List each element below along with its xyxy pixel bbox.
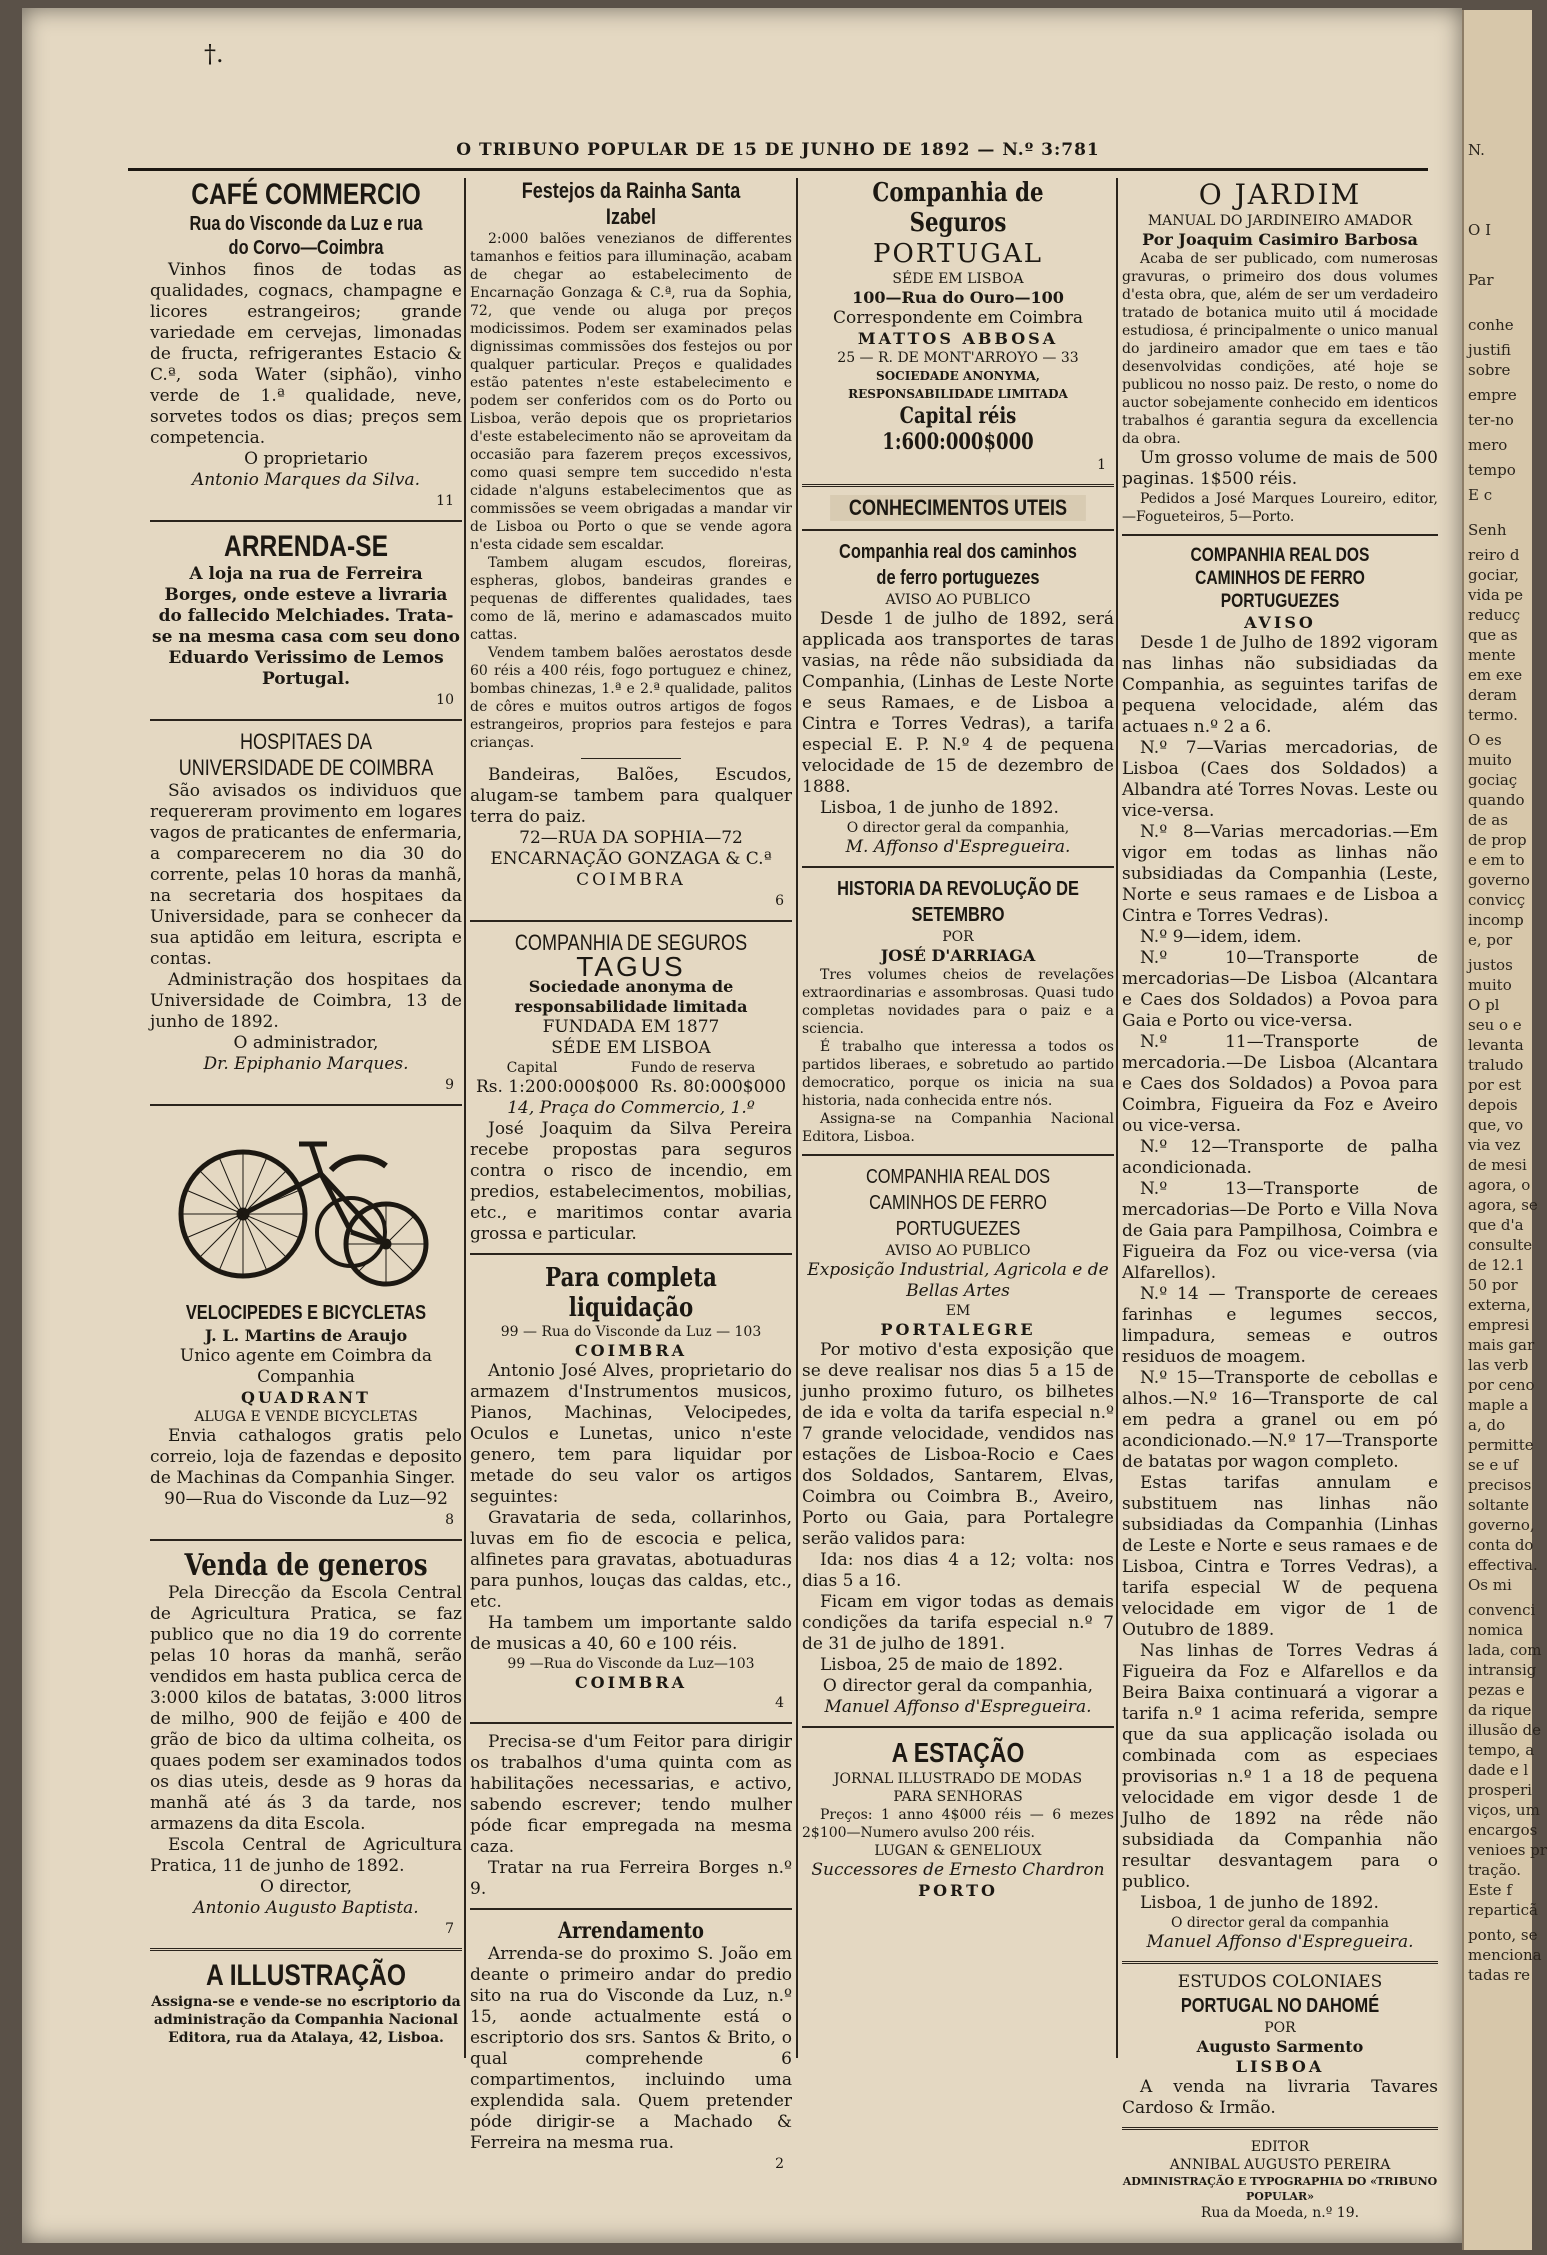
next-page-fragment: da rique xyxy=(1468,1701,1532,1719)
ad-title: CAFÉ COMMERCIO xyxy=(191,178,421,211)
ad-title: Companhia de Seguros xyxy=(872,178,1044,238)
next-page-fragment: de mesi xyxy=(1468,1156,1527,1174)
administration: ADMINISTRAÇÃO E TYPOGRAPHIA DO «TRIBUNO POPULAR» xyxy=(1122,2175,1438,2203)
notice-body: Lisboa, 1 de junho de 1892. xyxy=(1140,1893,1379,1913)
ad-liquidacao xyxy=(470,1263,792,1714)
ad-body: Tambem alugam escudos, floreiras, espheras, globos, bandeiras grandes e pequenas de differentes qualidades, taes como de lã, merino e adamascados muito cattas. xyxy=(470,555,792,643)
notice-body: Ida: nos dias 4 a 12; volta: nos dias 5 a 16. xyxy=(802,1550,1114,1591)
ad-address: 90—Rua do Visconde da Luz—92 xyxy=(164,1489,448,1509)
divider xyxy=(1122,534,1438,536)
ad-number: 10 xyxy=(436,692,454,708)
next-page-fragment: mero xyxy=(1468,436,1508,454)
next-page-fragment: Este f xyxy=(1468,1881,1512,1899)
divider xyxy=(150,719,462,721)
ad-body: Ha tambem um importante saldo de musicas a 40, 60 e 100 réis. xyxy=(470,1613,792,1654)
next-page-fragment: governo, xyxy=(1468,1516,1535,1534)
next-page-fragment: termo. xyxy=(1468,706,1518,724)
ad-title: HOSPITAES DA UNIVERSIDADE DE COIMBRA xyxy=(178,729,434,780)
ad-por: POR xyxy=(942,929,974,945)
next-page-fragment: agora, se xyxy=(1468,1196,1538,1214)
column-1 xyxy=(150,178,462,2068)
ad-name: TAGUS xyxy=(576,951,686,982)
ad-line: JORNAL ILLUSTRADO DE MODAS xyxy=(833,1771,1083,1787)
ad-city: COIMBRA xyxy=(574,1341,688,1360)
ad-body: A venda na livraria Tavares Cardoso & Irmão. xyxy=(1122,2077,1438,2118)
notice-body: Desde 1 de julho de 1892, será applicada aos transportes de taras vasias, na rêde não subsidiada da Companhia, (Linhas de Leste Norte e seus Ramaes, e de Lisboa a Cintra e Torres Vedras), a tarifa especial E. P. N.º 4 de pequena velocidade de 15 de dezembro de 1888. xyxy=(802,609,1114,797)
next-page-fragment: tadas re xyxy=(1468,1966,1531,1984)
ad-illustracao xyxy=(150,1959,462,2047)
next-page-fragment: governo xyxy=(1468,871,1530,889)
next-page-fragment: dade e l xyxy=(1468,1761,1529,1779)
ad-name: PORTUGAL xyxy=(873,239,1043,269)
ad-line: Correspondente em Coimbra xyxy=(832,308,1084,328)
ad-subtitle: Rua do Visconde da Luz e rua do Corvo—Coimbra xyxy=(189,213,423,259)
divider xyxy=(802,484,1114,487)
rule xyxy=(581,758,681,759)
next-page-fragment: consulte xyxy=(1468,1236,1533,1254)
masthead: O TRIBUNO POPULAR DE 15 DE JUNHO DE 1892 — N.º 3:781 xyxy=(128,140,1428,171)
ad-body: Bandeiras, Balões, Escudos, alugam-se tambem para qualquer terra do paiz. xyxy=(470,765,792,827)
next-page-fragment: depois xyxy=(1468,1096,1518,1114)
ad-address: 99 — Rua do Visconde da Luz — 103 xyxy=(500,1324,762,1340)
notice-signature-name: M. Affonso d'Espregueira. xyxy=(845,837,1071,857)
ad-historia-revolucao xyxy=(802,876,1114,1146)
next-page-fragment: O es xyxy=(1468,731,1502,749)
next-page-fragment: muito xyxy=(1468,976,1512,994)
capital-label: Capital xyxy=(506,1060,558,1076)
divider xyxy=(802,1726,1114,1728)
next-page-fragment: encargos xyxy=(1468,1821,1538,1839)
column-rule xyxy=(464,178,466,2058)
ad-address: 25 — R. DE MONT'ARROYO — 33 xyxy=(837,350,1079,366)
column-rule xyxy=(1116,178,1118,2058)
ad-venda-generos xyxy=(150,1549,462,1940)
ad-estudos-coloniaes xyxy=(1122,1972,1438,2119)
ad-address: 14, Praça do Commercio, 1.º xyxy=(507,1098,755,1118)
next-page-fragment: las verb xyxy=(1468,1356,1529,1374)
next-page-fragment: Senh xyxy=(1468,521,1507,539)
tariff-item: N.º 11—Transporte de mercadoria.—De Lisboa (Alcantara e Caes dos Soldados) a Povoa para Coimbra, Figueira da Foz e Aveiro ou vice-versa. xyxy=(1122,1032,1438,1136)
notice-body: Por motivo d'esta exposição que se deve realisar nos dias 5 a 15 de junho proximo futuro, os bilhetes de ida e volta da tarifa especial n.º 7 grande velocidade, vendidos nas estações de Lisboa-Rocio e Caes dos Soldados, Santarem, Elvas, Coimbra ou Coimbra B., Aveiro, Porto ou Gaia, para Portalegre serão validos para: xyxy=(802,1340,1114,1549)
editor-block xyxy=(1122,2138,1438,2222)
ad-address: 99 —Rua do Visconde da Luz—103 xyxy=(507,1656,755,1672)
notice-title: COMPANHIA REAL DOS CAMINHOS DE FERRO PORTUGUEZES xyxy=(865,1166,1051,1240)
ad-line: Sociedade anonyma de responsabilidade limitada xyxy=(514,977,748,1016)
notice-signature-role: O director geral da companhia xyxy=(1170,1915,1390,1931)
notice-subtitle: AVISO xyxy=(1244,613,1316,632)
next-page-fragment: incomp xyxy=(1468,911,1524,929)
next-page-fragment: viços, um xyxy=(1468,1801,1540,1819)
ad-line: 100—Rua do Ouro—100 xyxy=(852,288,1064,307)
next-page-fragment: venioes pr xyxy=(1468,1841,1547,1859)
divider xyxy=(150,1948,462,1951)
ad-body: É trabalho que interessa a todos os partidos liberaes, e sobretudo ao partido democratico, porque os inicia na sua historia, nada conhecida entre nós. xyxy=(802,1039,1114,1109)
next-page-fragment: effectiva. xyxy=(1468,1556,1538,1574)
ad-firm: LUGAN & GENELIOUX xyxy=(874,1843,1042,1859)
divider xyxy=(1122,1961,1438,1964)
next-page-fragment: ter-no xyxy=(1468,411,1514,429)
ad-body: Administração dos hospitaes da Universidade de Coimbra, 13 de junho de 1892. xyxy=(150,970,462,1032)
divider xyxy=(470,1253,792,1255)
ad-body: Assigna-se e vende-se no escriptorio da administração da Companhia Nacional Editora, rua da Atalaya, 42, Lisboa. xyxy=(151,1994,461,2046)
ad-number: 2 xyxy=(775,2156,784,2172)
ad-number: 6 xyxy=(775,893,784,909)
ad-line: SÉDE EM LISBOA xyxy=(551,1038,711,1058)
ad-tagus xyxy=(470,930,792,1245)
fund-label: Fundo de reserva xyxy=(630,1060,756,1076)
column-4 xyxy=(1122,178,1438,2221)
next-page-fragment: quando xyxy=(1468,791,1525,809)
ad-city: PORTO xyxy=(918,1881,998,1900)
divider xyxy=(802,1154,1114,1156)
next-page-fragment: intransig xyxy=(1468,1661,1537,1679)
next-page-fragment: sobre xyxy=(1468,361,1511,379)
next-page-fragment: por est xyxy=(1468,1076,1522,1094)
corner-mark: †. xyxy=(204,40,224,68)
ad-signature-name: Antonio Marques da Silva. xyxy=(191,470,421,490)
next-page-fragment: de prop xyxy=(1468,831,1527,849)
editor-address: Rua da Moeda, n.º 19. xyxy=(1200,2205,1360,2221)
ad-arrendamento xyxy=(470,1918,792,2175)
next-page-fragment: em exe xyxy=(1468,666,1523,684)
notice-body: Lisboa, 25 de maio de 1892. xyxy=(820,1655,1064,1675)
notice-body: Desde 1 de Julho de 1892 vigoram nas linhas não subsidiadas da Companhia, as seguintes tarifas de pequena velocidade, além das actuaes n.º 2 a 6. xyxy=(1122,633,1438,737)
next-page-fragment: empre xyxy=(1468,386,1517,404)
next-page-fragment: a, do xyxy=(1468,1416,1506,1434)
next-page-fragment: reducç xyxy=(1468,606,1521,624)
notice-city: PORTALEGRE xyxy=(880,1320,1036,1339)
next-page-fragment: externa, xyxy=(1468,1296,1531,1314)
next-page-fragment: via vez xyxy=(1468,1136,1521,1154)
ad-line: PARA SENHORAS xyxy=(893,1789,1023,1805)
tariff-item: N.º 12—Transporte de palha acondicionada. xyxy=(1122,1137,1438,1178)
next-page-fragment: mais gar xyxy=(1468,1336,1535,1354)
next-page-fragment: precisos xyxy=(1468,1476,1532,1494)
divider xyxy=(470,1722,792,1724)
next-page-fragment: illusão de xyxy=(1468,1721,1541,1739)
ad-body: Tres volumes cheios de revelações extraordinarias e assombrosas. Quasi tudo completas novidades para o paiz e a sciencia. xyxy=(802,967,1114,1037)
divider xyxy=(470,1908,792,1910)
ad-body: Gravataria de seda, collarinhos, luvas em fio de escocia e pelica, alfinetes para gravatas, abotuaduras para punhos, louças das caldas, etc., etc. xyxy=(470,1508,792,1612)
ad-body: Um grosso volume de mais de 500 paginas. 1$500 réis. xyxy=(1122,448,1438,489)
ad-city: COIMBRA xyxy=(574,1673,688,1692)
next-page-fragment: ponto, se xyxy=(1468,1926,1538,1944)
ad-title: Para completa liquidação xyxy=(545,1263,717,1323)
ad-author: Por Joaquim Casimiro Barbosa xyxy=(1142,230,1418,249)
ad-signature-role: O director, xyxy=(259,1877,353,1897)
ad-title: HISTORIA DA REVOLUÇÃO DE SETEMBRO xyxy=(837,878,1079,926)
notice-caminhos-ferro-3 xyxy=(1122,544,1438,1953)
ad-city: LISBOA xyxy=(1235,2057,1325,2076)
ad-title: ESTUDOS COLONIAES xyxy=(1177,1972,1383,1992)
ad-hospitaes xyxy=(150,729,462,1096)
next-page-fragment: O pl xyxy=(1468,996,1500,1014)
ad-por: POR xyxy=(1264,2020,1296,2036)
ad-arrenda-se xyxy=(150,530,462,711)
column-3 xyxy=(802,178,1114,2068)
next-page-fragment: gociaç xyxy=(1468,771,1518,789)
ad-body: Acaba de ser publicado, com numerosas gravuras, o primeiro dos dous volumes d'esta obra, que, além de ser um verdadeiro tratado de botanica muito util á mocidade estudiosa, é principalmente o unico manual do jardineiro amador que em taes e tão desenvolvidas condições, até hoje se publicou no nosso paiz. De resto, o nome do auctor sobejamente conhecido em identicos trabalhos é garantia segura da excellencia da obra. xyxy=(1122,251,1438,447)
ad-title: Festejos da Rainha Santa Izabel xyxy=(521,178,741,229)
next-page-fragment: levanta xyxy=(1468,1036,1524,1054)
notice-signature-role: O director geral da companhia, xyxy=(846,820,1070,836)
notice-em: EM xyxy=(945,1303,971,1319)
next-page-fragment: E c xyxy=(1468,486,1493,504)
ad-body: Pedidos a José Marques Loureiro, editor,—Fogueteiros, 5—Porto. xyxy=(1122,491,1438,525)
ad-number: 9 xyxy=(445,1077,454,1093)
ad-author: Augusto Sarmento xyxy=(1196,2037,1364,2056)
ad-body: Assigna-se na Companhia Nacional Editora, Lisboa. xyxy=(802,1111,1114,1145)
notice-body: Estas tarifas annulam e substituem nas linhas não subsidiadas da Companhia (Linhas de Leste e Norte e seus ramaes e de Lisboa, Cintra e Torres Vedras), a tarifa especial W de pequena velocidade em vigor de 1 de Outubro de 1889. xyxy=(1122,1473,1438,1640)
tariff-item: N.º 9—idem, idem. xyxy=(1140,927,1302,947)
ad-line: SOCIEDADE ANONYMA, RESPONSABILIDADE LIMITADA xyxy=(848,369,1068,401)
ad-name: PORTUGAL NO DAHOMÉ xyxy=(1180,1995,1380,2017)
next-page-fragment: N. xyxy=(1468,141,1485,159)
divider xyxy=(150,1539,462,1541)
next-page-fragment: soltante xyxy=(1468,1496,1530,1514)
ad-velocipedes xyxy=(150,1114,462,1531)
ad-line: FUNDADA EM 1877 xyxy=(542,1017,720,1037)
ad-signature-role: O administrador, xyxy=(233,1033,379,1053)
ad-line: Unico agente em Coimbra da Companhia xyxy=(179,1346,433,1387)
ad-title: A ESTAÇÃO xyxy=(891,1737,1025,1768)
ad-estacao xyxy=(802,1736,1114,1901)
ad-number: 1 xyxy=(1097,457,1106,473)
divider xyxy=(150,520,462,522)
notice-signature-name: Manuel Affonso d'Espregueira. xyxy=(1146,1932,1414,1952)
ad-body: São avisados os individuos que requereram provimento em logares vagos de praticantes de enfermaria, a comparecerem no dia 30 do corrente, pelas 10 horas da manhã, na secretaria dos hospitaes da Universidade, para se conhecer da sua aptidão em leitura, escripta e contas. xyxy=(150,781,462,969)
ad-body: Vinhos finos de todas as qualidades, cognacs, champagne e licores estrangeiros; grande variedade em cervejas, limonadas de fructa, refrigerantes Estacio & C.ª, soda Water (siphão), vinho verde de 1.ª qualidade, neve, sorvetes todos os dias; preços sem competencia. xyxy=(150,260,462,448)
next-page-fragment: tempo, a xyxy=(1468,1741,1535,1759)
next-page-fragment: justos xyxy=(1468,956,1513,974)
next-page-fragment: reiro d xyxy=(1468,546,1520,564)
ad-city: COIMBRA xyxy=(576,870,686,890)
ad-subtitle: MANUAL DO JARDINEIRO AMADOR xyxy=(1147,213,1413,229)
tariff-item: N.º 8—Varias mercadorias.—Em vigor em todas as linhas não subsidiadas da Companhia (Leste, Norte e seus ramaes e de Lisboa a Cintra e Torres Vedras). xyxy=(1122,822,1438,926)
next-page-fragment: deram xyxy=(1468,686,1517,704)
ad-feitor xyxy=(470,1732,792,1900)
notice-subtitle: AVISO AO PUBLICO xyxy=(885,592,1031,608)
next-page-fragment: convicç xyxy=(1468,891,1526,909)
ad-title: VELOCIPEDES E BICYCLETAS xyxy=(185,1302,427,1324)
ad-number: 7 xyxy=(445,1921,454,1937)
ad-brand: QUADRANT xyxy=(241,1388,371,1407)
ad-title: O JARDIM xyxy=(1198,178,1362,211)
editor-label: EDITOR xyxy=(1250,2139,1310,2155)
section-heading: CONHECIMENTOS UTEIS xyxy=(830,495,1086,521)
tariff-item: N.º 13—Transporte de mercadorias—De Porto e Villa Nova de Gaia para Pampilhosa, Coimbra e Figueira da Foz ou vice-versa (via Alfarellos). xyxy=(1122,1179,1438,1283)
notice-body: Ficam em vigor todas as demais condições da tarifa especial n.º 7 de 31 de julho de 1891. xyxy=(802,1592,1114,1654)
next-page-fragment: e em to xyxy=(1468,851,1525,869)
ad-author: JOSÉ D'ARRIAGA xyxy=(880,946,1036,965)
fund-value: Rs. 80:000$000 xyxy=(650,1077,787,1097)
editor-name: ANNIBAL AUGUSTO PEREIRA xyxy=(1169,2157,1391,2173)
ad-firm: ENCARNAÇÃO GONZAGA & C.ª xyxy=(490,849,772,869)
ad-title: ARRENDA-SE xyxy=(223,530,388,563)
divider xyxy=(1122,2127,1438,2130)
next-page-fragment: tração. xyxy=(1468,1861,1522,1879)
ad-body: Vendem tambem balões aerostatos desde 60 réis a 400 réis, fogo portuguez e chinez, bombas chinezas, 1.ª e 2.ª qualidade, palitos de côres e muitos outros artigos de fogos estrangeiros, proprios para festejos e para crianças. xyxy=(470,645,792,751)
next-page-fragment: conhe xyxy=(1468,316,1514,334)
divider xyxy=(802,866,1114,868)
next-page-fragment: O I xyxy=(1468,221,1491,239)
next-page-fragment: prosperi xyxy=(1468,1781,1532,1799)
notice-body: Lisboa, 1 de junho de 1892. xyxy=(820,798,1059,818)
ad-body: Arrenda-se do proximo S. João em deante o primeiro andar do predio sito na rua do Visconde da Luz, n.º 15, aonde actualmente está o escriptorio dos srs. Santos & Brito, o qual comprehende 6 compartimentos, incluindo uma explendida sala. Quem pretender póde dirigir-se a Machado & Ferreira na mesma rua. xyxy=(470,1944,792,2153)
ad-signature-name: Dr. Epiphanio Marques. xyxy=(203,1054,409,1074)
capital-value: Rs. 1:200:000$000 xyxy=(475,1077,639,1097)
next-page-edge xyxy=(1462,10,1547,2250)
divider xyxy=(150,1104,462,1106)
ad-title: Arrendamento xyxy=(558,1918,704,1944)
tariff-item: N.º 15—Transporte de cebollas e alhos.—N.º 16—Transporte de cal em pedra a granel ou em pó acondicionado.—N.º 17—Transporte de batatas por wagon completo. xyxy=(1122,1368,1438,1472)
next-page-fragment: seu o e xyxy=(1468,1016,1522,1034)
ad-cafe-commercio xyxy=(150,178,462,512)
next-page-fragment: justifi xyxy=(1468,341,1511,359)
notice-subtitle: AVISO AO PUBLICO xyxy=(885,1243,1031,1259)
ad-title: COMPANHIA DE SEGUROS xyxy=(514,930,748,955)
next-page-fragment: permitte xyxy=(1468,1436,1534,1454)
next-page-fragment: se e uf xyxy=(1468,1456,1519,1474)
next-page-fragment: conta do xyxy=(1468,1536,1534,1554)
next-page-fragment: que, vo xyxy=(1468,1116,1524,1134)
tariff-item: N.º 7—Varias mercadorias, de Lisboa (Caes dos Soldados) a Albandra até Torres Novas. Leste ou vice-versa. xyxy=(1122,738,1438,821)
next-page-fragment: lada, com xyxy=(1468,1641,1542,1659)
ad-body: Envia cathalogos gratis pelo correio, loja de fazendas e deposito de Machinas da Companhia Singer. xyxy=(150,1426,462,1488)
next-page-fragment: gociar, xyxy=(1468,566,1520,584)
next-page-fragment: nomica xyxy=(1468,1621,1524,1639)
ad-body: Pela Direcção da Escola Central de Agricultura Pratica, se faz publico que no dia 19 do corrente pelas 10 horas da manhã, serão vendidos em hasta publica cerca de 3:000 kilos de batatas, 3:000 litros de milho, 900 de feijão e 400 de grão de bico da ultima colheita, os quaes podem ser examinados todos os dias uteis, desde as 9 horas da manhã até ás 3 da tarde, nos armazens da dita Escola. xyxy=(150,1583,462,1834)
notice-signature-role: O director geral da companhia, xyxy=(822,1676,1094,1696)
ad-signature-name: Antonio Augusto Baptista. xyxy=(193,1898,419,1918)
next-page-fragment: 50 por xyxy=(1468,1276,1518,1294)
ad-jardim xyxy=(1122,178,1438,526)
ad-signature-role: O proprietario xyxy=(244,449,368,469)
next-page-fragment: agora, o xyxy=(1468,1176,1531,1194)
ad-title: Venda de generos xyxy=(184,1548,428,1583)
next-page-fragment: que as xyxy=(1468,626,1518,644)
ad-body: Precisa-se d'um Feitor para dirigir os trabalhos d'uma quinta com as habilitações necessarias, e activo, sabendo escrever; tendo mulher póde ficar empregada na mesma caza. xyxy=(470,1732,792,1857)
notice-caminhos-ferro-1 xyxy=(802,539,1114,858)
ad-number: 8 xyxy=(445,1512,454,1528)
column-2 xyxy=(470,178,792,2172)
ad-festejos xyxy=(470,178,792,912)
notice-caminhos-ferro-2 xyxy=(802,1164,1114,1718)
ad-number: 4 xyxy=(775,1695,784,1711)
ad-body: A loja na rua de Ferreira Borges, onde esteve a livraria do fallecido Melchiades. Trata-se na mesma casa com seu dono Eduardo Verissimo de Lemos Portugal. xyxy=(152,564,460,689)
next-page-fragment: tempo xyxy=(1468,461,1516,479)
ad-prices: Preços: 1 anno 4$000 réis — 6 mezes 2$100—Numero avulso 200 réis. xyxy=(802,1807,1114,1841)
tariff-item: N.º 14 — Transporte de cereaes farinhas e legumes seccos, limpadura, semeas e outros residuos de moagem. xyxy=(1122,1284,1438,1367)
notice-title: Companhia real dos caminhos de ferro portuguezes xyxy=(839,541,1077,589)
next-page-fragment: Par xyxy=(1468,271,1494,289)
ad-title: A ILLUSTRAÇÃO xyxy=(206,1959,406,1992)
divider xyxy=(470,920,792,922)
next-page-fragment: pezas e xyxy=(1468,1681,1525,1699)
next-page-fragment: vida pe xyxy=(1468,586,1524,604)
ad-agent: MATTOS ABBOSA xyxy=(857,329,1059,348)
next-page-fragment: maple a xyxy=(1468,1396,1529,1414)
next-page-fragment: muito xyxy=(1468,751,1512,769)
ad-address: 72—RUA DA SOPHIA—72 xyxy=(519,828,743,848)
notice-signature-name: Manuel Affonso d'Espregueira. xyxy=(824,1697,1092,1717)
notice-expo: Exposição Industrial, Agricola e de Bellas Artes xyxy=(807,1260,1109,1301)
ad-name: J. L. Martins de Araujo xyxy=(204,1326,408,1345)
next-page-fragment: de 12.1 xyxy=(1468,1256,1525,1274)
ad-body: 2:000 balões venezianos de differentes tamanhos e feitios para illuminação, acabam de chegar ao estabelecimento de Encarnação Gonzaga & C.ª, rua da Sophia, 72, que vende ou aluga por preços modicissimos. Podem ser examinados pelas dignissimas commissões dos festejos ou por qualquer particular. Preços e qualidades estão patentes n'este estabelecimento e podem ser conferidos com os do Porto ou Lisboa, verão depois que os proprietarios d'este estabelecimento não se aproveitam da occasião para fazerem preços excessivos, como quasi sempre tem succedido n'esta cidade n'alguns estabelecimentos que as commissões se veem obrigadas a mandar vir de Lisboa ou Porto o que se vende agora n'esta cidade sem escaldar. xyxy=(470,231,792,553)
ad-line: ALUGA E VENDE BICYCLETAS xyxy=(194,1409,418,1425)
ad-line: SÉDE EM LISBOA xyxy=(892,271,1024,287)
notice-title: COMPANHIA REAL DOS CAMINHOS DE FERRO PORTUGUEZES xyxy=(1190,545,1370,612)
next-page-fragment: de as xyxy=(1468,811,1508,829)
notice-body: Nas linhas de Torres Vedras á Figueira da Foz e Alfarellos e da Beira Baixa continuará a vigorar a tarifa n.º 1 acima referida, sempre que da sua applicação isolada ou combinada com as especiaes provisorias n.º 1 a 18 de pequena velocidade em vigor desde 1 de Julho de 1892 na rêde não subsidiada da Companhia não resultar desvantagem para o publico. xyxy=(1122,1641,1438,1892)
ad-seguros-portugal xyxy=(802,178,1114,476)
ad-successors: Successores de Ernesto Chardron xyxy=(811,1860,1105,1880)
next-page-fragment: convenci xyxy=(1468,1601,1536,1619)
tricycle-illustration xyxy=(171,1114,441,1294)
next-page-fragment: Os mi xyxy=(1468,1576,1512,1594)
next-page-fragment: que d'a xyxy=(1468,1216,1524,1234)
ad-number: 11 xyxy=(436,493,454,509)
ad-body: Tratar na rua Ferreira Borges n.º 9. xyxy=(470,1858,792,1899)
ad-body: José Joaquim da Silva Pereira recebe propostas para seguros contra o risco de incendio, em predios, estabelecimentos, mobilias, etc., e maritimos contar avaria grossa e particular. xyxy=(470,1119,792,1244)
column-rule xyxy=(796,178,798,2058)
next-page-fragment: e, por xyxy=(1468,931,1513,949)
ad-body: Escola Central de Agricultura Pratica, 11 de junho de 1892. xyxy=(150,1835,462,1876)
next-page-fragment: empresi xyxy=(1468,1316,1530,1334)
next-page-fragment: por ceno xyxy=(1468,1376,1535,1394)
capital-values xyxy=(470,1077,792,1098)
next-page-fragment: reparticã xyxy=(1468,1901,1538,1919)
ad-capital: Capital réis 1:600:000$000 xyxy=(882,403,1034,455)
divider xyxy=(802,529,1114,531)
capital-labels xyxy=(470,1059,792,1077)
next-page-fragment: mente xyxy=(1468,646,1516,664)
ad-body: Antonio José Alves, proprietario do armazem d'Instrumentos musicos, Pianos, Machinas, Velocipedes, Oculos e Lunetas, unico n'este genero, tem para liquidar por metade do seu valor os artigos seguintes: xyxy=(470,1361,792,1507)
next-page-fragment: menciona xyxy=(1468,1946,1542,1964)
next-page-fragment: traludo xyxy=(1468,1056,1524,1074)
tariff-item: N.º 10—Transporte de mercadorias—De Lisboa (Alcantara e Caes dos Soldados) a Povoa para Gaia e Porto ou vice-versa. xyxy=(1122,948,1438,1031)
